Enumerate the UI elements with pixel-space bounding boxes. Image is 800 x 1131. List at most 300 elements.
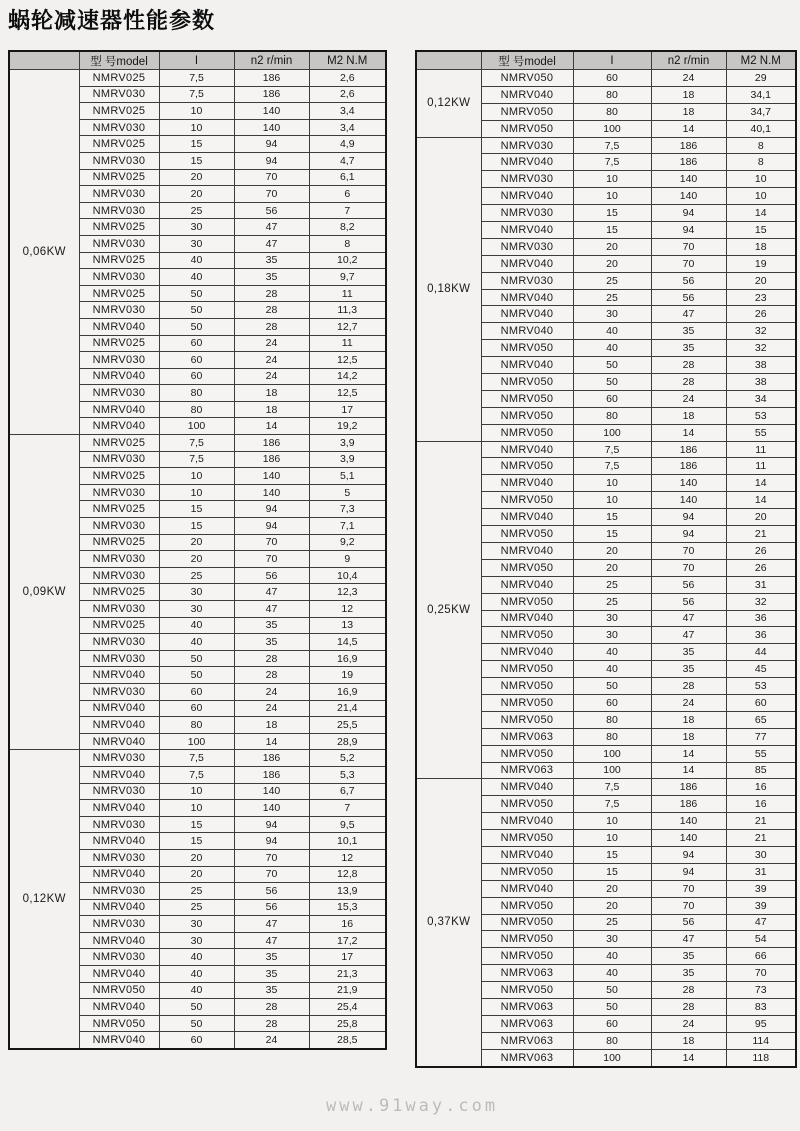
torque-cell: 83 bbox=[726, 998, 796, 1015]
model-cell: NMRV040 bbox=[79, 401, 159, 418]
speed-cell: 56 bbox=[234, 899, 309, 916]
speed-cell: 35 bbox=[651, 661, 726, 678]
ratio-cell: 60 bbox=[159, 683, 234, 700]
speed-cell: 94 bbox=[651, 205, 726, 222]
speed-cell: 56 bbox=[651, 272, 726, 289]
torque-cell: 6,7 bbox=[309, 783, 386, 800]
ratio-cell: 50 bbox=[573, 357, 651, 374]
model-cell: NMRV030 bbox=[79, 152, 159, 169]
speed-cell: 56 bbox=[234, 202, 309, 219]
torque-cell: 7 bbox=[309, 202, 386, 219]
ratio-cell: 25 bbox=[573, 593, 651, 610]
ratio-cell: 50 bbox=[573, 982, 651, 999]
speed-cell: 28 bbox=[651, 982, 726, 999]
model-cell: NMRV050 bbox=[481, 559, 573, 576]
speed-cell: 35 bbox=[234, 634, 309, 651]
ratio-cell: 30 bbox=[159, 584, 234, 601]
model-cell: NMRV040 bbox=[79, 318, 159, 335]
model-cell: NMRV050 bbox=[79, 982, 159, 999]
speed-cell: 140 bbox=[234, 103, 309, 120]
ratio-cell: 15 bbox=[573, 222, 651, 239]
ratio-cell: 7,5 bbox=[159, 766, 234, 783]
speed-cell: 14 bbox=[234, 733, 309, 750]
model-cell: NMRV040 bbox=[481, 441, 573, 458]
speed-cell: 186 bbox=[234, 70, 309, 87]
torque-cell: 34,7 bbox=[726, 103, 796, 120]
ratio-cell: 7,5 bbox=[573, 154, 651, 171]
model-cell: NMRV040 bbox=[79, 418, 159, 435]
ratio-cell: 10 bbox=[573, 475, 651, 492]
torque-cell: 16,9 bbox=[309, 683, 386, 700]
torque-cell: 5,2 bbox=[309, 750, 386, 767]
ratio-cell: 7,5 bbox=[159, 451, 234, 468]
torque-cell: 16,9 bbox=[309, 650, 386, 667]
torque-cell: 36 bbox=[726, 627, 796, 644]
ratio-column-header: I bbox=[573, 51, 651, 70]
model-cell: NMRV040 bbox=[79, 899, 159, 916]
torque-cell: 44 bbox=[726, 644, 796, 661]
model-cell: NMRV063 bbox=[481, 1049, 573, 1066]
ratio-cell: 50 bbox=[159, 285, 234, 302]
torque-cell: 8 bbox=[309, 235, 386, 252]
speed-cell: 35 bbox=[651, 323, 726, 340]
torque-cell: 30 bbox=[726, 846, 796, 863]
speed-cell: 140 bbox=[234, 484, 309, 501]
ratio-cell: 40 bbox=[159, 634, 234, 651]
ratio-cell: 10 bbox=[573, 188, 651, 205]
ratio-cell: 10 bbox=[573, 171, 651, 188]
torque-cell: 55 bbox=[726, 745, 796, 762]
torque-column-header: M2 N.M bbox=[726, 51, 796, 70]
torque-cell: 16 bbox=[726, 779, 796, 796]
model-cell: NMRV030 bbox=[79, 269, 159, 286]
ratio-cell: 60 bbox=[573, 390, 651, 407]
speed-cell: 140 bbox=[651, 492, 726, 509]
ratio-cell: 10 bbox=[573, 830, 651, 847]
torque-cell: 9,7 bbox=[309, 269, 386, 286]
speed-cell: 18 bbox=[234, 717, 309, 734]
speed-cell: 35 bbox=[234, 269, 309, 286]
ratio-cell: 100 bbox=[159, 733, 234, 750]
torque-cell: 17 bbox=[309, 949, 386, 966]
torque-cell: 14,5 bbox=[309, 634, 386, 651]
speed-cell: 28 bbox=[234, 667, 309, 684]
torque-cell: 66 bbox=[726, 948, 796, 965]
model-cell: NMRV050 bbox=[481, 678, 573, 695]
ratio-cell: 40 bbox=[573, 965, 651, 982]
torque-cell: 95 bbox=[726, 1015, 796, 1032]
model-cell: NMRV040 bbox=[79, 999, 159, 1016]
ratio-cell: 80 bbox=[573, 86, 651, 103]
ratio-cell: 80 bbox=[573, 103, 651, 120]
speed-cell: 94 bbox=[651, 863, 726, 880]
model-cell: NMRV050 bbox=[481, 374, 573, 391]
speed-cell: 24 bbox=[234, 683, 309, 700]
power-group-label: 0,37KW bbox=[416, 779, 481, 1067]
ratio-cell: 40 bbox=[573, 323, 651, 340]
ratio-cell: 30 bbox=[159, 916, 234, 933]
ratio-cell: 15 bbox=[573, 863, 651, 880]
left-parameters-table bbox=[8, 50, 387, 1050]
speed-cell: 56 bbox=[234, 567, 309, 584]
torque-cell: 65 bbox=[726, 711, 796, 728]
ratio-cell: 100 bbox=[573, 745, 651, 762]
ratio-cell: 50 bbox=[159, 1015, 234, 1032]
ratio-cell: 7,5 bbox=[159, 750, 234, 767]
model-cell: NMRV050 bbox=[481, 948, 573, 965]
torque-cell: 25,8 bbox=[309, 1015, 386, 1032]
ratio-cell: 80 bbox=[573, 407, 651, 424]
power-group-label: 0,06KW bbox=[9, 70, 79, 435]
speed-cell: 28 bbox=[234, 302, 309, 319]
model-cell: NMRV040 bbox=[481, 188, 573, 205]
speed-cell: 14 bbox=[651, 762, 726, 779]
ratio-cell: 100 bbox=[573, 1049, 651, 1066]
ratio-cell: 50 bbox=[159, 302, 234, 319]
header-row bbox=[416, 51, 796, 70]
speed-cell: 186 bbox=[234, 86, 309, 103]
torque-cell: 10,4 bbox=[309, 567, 386, 584]
speed-cell: 94 bbox=[234, 833, 309, 850]
torque-cell: 14 bbox=[726, 492, 796, 509]
torque-cell: 14 bbox=[726, 475, 796, 492]
ratio-cell: 20 bbox=[573, 255, 651, 272]
torque-cell: 114 bbox=[726, 1032, 796, 1049]
ratio-cell: 40 bbox=[159, 252, 234, 269]
model-cell: NMRV025 bbox=[79, 169, 159, 186]
model-cell: NMRV025 bbox=[79, 70, 159, 87]
model-cell: NMRV063 bbox=[481, 762, 573, 779]
speed-cell: 35 bbox=[651, 948, 726, 965]
model-cell: NMRV030 bbox=[79, 186, 159, 203]
torque-cell: 12 bbox=[309, 849, 386, 866]
torque-cell: 47 bbox=[726, 914, 796, 931]
model-cell: NMRV050 bbox=[481, 897, 573, 914]
torque-cell: 6,1 bbox=[309, 169, 386, 186]
speed-cell: 94 bbox=[234, 816, 309, 833]
speed-cell: 14 bbox=[651, 1049, 726, 1066]
model-cell: NMRV030 bbox=[481, 205, 573, 222]
ratio-cell: 25 bbox=[573, 272, 651, 289]
model-cell: NMRV040 bbox=[481, 576, 573, 593]
ratio-cell: 60 bbox=[573, 1015, 651, 1032]
speed-cell: 94 bbox=[651, 846, 726, 863]
power-group-label: 0,18KW bbox=[416, 137, 481, 441]
torque-cell: 55 bbox=[726, 424, 796, 441]
torque-cell: 38 bbox=[726, 374, 796, 391]
torque-cell: 10,2 bbox=[309, 252, 386, 269]
torque-cell: 26 bbox=[726, 542, 796, 559]
torque-cell: 40,1 bbox=[726, 120, 796, 137]
torque-cell: 10,1 bbox=[309, 833, 386, 850]
torque-cell: 14 bbox=[726, 205, 796, 222]
speed-cell: 70 bbox=[651, 255, 726, 272]
model-cell: NMRV030 bbox=[79, 601, 159, 618]
model-cell: NMRV050 bbox=[481, 526, 573, 543]
torque-cell: 53 bbox=[726, 407, 796, 424]
torque-cell: 31 bbox=[726, 576, 796, 593]
model-cell: NMRV025 bbox=[79, 584, 159, 601]
speed-cell: 47 bbox=[651, 610, 726, 627]
speed-cell: 70 bbox=[234, 849, 309, 866]
torque-cell: 16 bbox=[309, 916, 386, 933]
torque-cell: 9,5 bbox=[309, 816, 386, 833]
ratio-cell: 100 bbox=[159, 418, 234, 435]
torque-cell: 4,7 bbox=[309, 152, 386, 169]
torque-cell: 11 bbox=[309, 335, 386, 352]
header-row bbox=[9, 51, 386, 70]
model-cell: NMRV025 bbox=[79, 103, 159, 120]
power-group-label: 0,12KW bbox=[416, 70, 481, 138]
torque-cell: 5,1 bbox=[309, 468, 386, 485]
torque-cell: 31 bbox=[726, 863, 796, 880]
model-cell: NMRV030 bbox=[79, 949, 159, 966]
table-row bbox=[416, 137, 796, 154]
torque-cell: 13,9 bbox=[309, 883, 386, 900]
torque-cell: 12,7 bbox=[309, 318, 386, 335]
speed-cell: 28 bbox=[234, 318, 309, 335]
ratio-cell: 7,5 bbox=[573, 779, 651, 796]
torque-cell: 3,4 bbox=[309, 119, 386, 136]
torque-cell: 32 bbox=[726, 340, 796, 357]
torque-cell: 18 bbox=[726, 238, 796, 255]
model-cell: NMRV050 bbox=[481, 863, 573, 880]
speed-cell: 140 bbox=[651, 475, 726, 492]
model-cell: NMRV040 bbox=[481, 255, 573, 272]
speed-cell: 140 bbox=[234, 119, 309, 136]
torque-cell: 17,2 bbox=[309, 932, 386, 949]
ratio-cell: 20 bbox=[159, 169, 234, 186]
torque-cell: 5,3 bbox=[309, 766, 386, 783]
speed-cell: 28 bbox=[651, 374, 726, 391]
table-row bbox=[9, 70, 386, 87]
model-cell: NMRV040 bbox=[481, 357, 573, 374]
speed-cell: 24 bbox=[234, 352, 309, 369]
model-cell: NMRV030 bbox=[79, 650, 159, 667]
speed-cell: 24 bbox=[651, 390, 726, 407]
speed-cell: 140 bbox=[651, 188, 726, 205]
model-cell: NMRV030 bbox=[79, 567, 159, 584]
torque-cell: 21 bbox=[726, 526, 796, 543]
ratio-cell: 20 bbox=[159, 551, 234, 568]
model-cell: NMRV040 bbox=[481, 86, 573, 103]
speed-cell: 56 bbox=[651, 593, 726, 610]
model-cell: NMRV040 bbox=[481, 880, 573, 897]
ratio-cell: 30 bbox=[159, 219, 234, 236]
model-cell: NMRV030 bbox=[79, 119, 159, 136]
model-cell: NMRV050 bbox=[481, 458, 573, 475]
ratio-cell: 20 bbox=[573, 542, 651, 559]
ratio-cell: 50 bbox=[573, 678, 651, 695]
ratio-cell: 15 bbox=[159, 152, 234, 169]
torque-cell: 34 bbox=[726, 390, 796, 407]
model-cell: NMRV040 bbox=[79, 667, 159, 684]
torque-cell: 6 bbox=[309, 186, 386, 203]
ratio-cell: 60 bbox=[159, 368, 234, 385]
speed-cell: 70 bbox=[234, 534, 309, 551]
ratio-cell: 30 bbox=[159, 601, 234, 618]
speed-column-header: n2 r/min bbox=[234, 51, 309, 70]
model-column-header: 型 号model bbox=[481, 51, 573, 70]
model-cell: NMRV040 bbox=[79, 932, 159, 949]
ratio-cell: 20 bbox=[159, 186, 234, 203]
speed-cell: 35 bbox=[651, 340, 726, 357]
table-row bbox=[416, 70, 796, 87]
speed-cell: 186 bbox=[651, 458, 726, 475]
model-cell: NMRV025 bbox=[79, 617, 159, 634]
power-group-label: 0,12KW bbox=[9, 750, 79, 1049]
speed-cell: 140 bbox=[651, 813, 726, 830]
ratio-cell: 50 bbox=[573, 374, 651, 391]
ratio-cell: 7,5 bbox=[573, 796, 651, 813]
model-cell: NMRV050 bbox=[481, 796, 573, 813]
model-cell: NMRV040 bbox=[481, 509, 573, 526]
model-cell: NMRV030 bbox=[79, 202, 159, 219]
speed-cell: 186 bbox=[651, 779, 726, 796]
model-cell: NMRV040 bbox=[481, 306, 573, 323]
model-cell: NMRV040 bbox=[79, 966, 159, 983]
model-cell: NMRV030 bbox=[481, 238, 573, 255]
speed-cell: 47 bbox=[651, 931, 726, 948]
speed-cell: 70 bbox=[234, 186, 309, 203]
model-cell: NMRV030 bbox=[79, 484, 159, 501]
speed-cell: 47 bbox=[651, 306, 726, 323]
ratio-cell: 10 bbox=[159, 468, 234, 485]
torque-cell: 85 bbox=[726, 762, 796, 779]
torque-column-header: M2 N.M bbox=[309, 51, 386, 70]
model-cell: NMRV050 bbox=[481, 492, 573, 509]
ratio-cell: 40 bbox=[573, 644, 651, 661]
ratio-cell: 30 bbox=[573, 610, 651, 627]
torque-cell: 19,2 bbox=[309, 418, 386, 435]
ratio-cell: 15 bbox=[159, 816, 234, 833]
speed-cell: 94 bbox=[234, 518, 309, 535]
ratio-cell: 40 bbox=[573, 340, 651, 357]
torque-cell: 32 bbox=[726, 593, 796, 610]
model-cell: NMRV040 bbox=[79, 368, 159, 385]
power-group-label: 0,09KW bbox=[9, 435, 79, 750]
torque-cell: 21 bbox=[726, 813, 796, 830]
speed-cell: 94 bbox=[234, 152, 309, 169]
torque-cell: 17 bbox=[309, 401, 386, 418]
torque-cell: 70 bbox=[726, 965, 796, 982]
model-cell: NMRV050 bbox=[481, 745, 573, 762]
speed-cell: 186 bbox=[651, 137, 726, 154]
model-cell: NMRV030 bbox=[79, 634, 159, 651]
ratio-cell: 7,5 bbox=[573, 441, 651, 458]
speed-cell: 28 bbox=[234, 1015, 309, 1032]
speed-cell: 140 bbox=[234, 800, 309, 817]
ratio-cell: 15 bbox=[573, 205, 651, 222]
ratio-cell: 20 bbox=[573, 559, 651, 576]
ratio-cell: 20 bbox=[573, 880, 651, 897]
model-cell: NMRV050 bbox=[481, 830, 573, 847]
model-cell: NMRV030 bbox=[79, 385, 159, 402]
model-cell: NMRV025 bbox=[79, 285, 159, 302]
torque-cell: 16 bbox=[726, 796, 796, 813]
model-cell: NMRV030 bbox=[79, 816, 159, 833]
speed-cell: 14 bbox=[651, 120, 726, 137]
ratio-cell: 7,5 bbox=[159, 86, 234, 103]
speed-cell: 35 bbox=[234, 966, 309, 983]
speed-cell: 14 bbox=[651, 424, 726, 441]
speed-cell: 47 bbox=[234, 235, 309, 252]
model-cell: NMRV030 bbox=[79, 849, 159, 866]
speed-cell: 28 bbox=[651, 357, 726, 374]
speed-cell: 70 bbox=[234, 866, 309, 883]
model-cell: NMRV030 bbox=[79, 783, 159, 800]
model-cell: NMRV030 bbox=[481, 272, 573, 289]
table-row bbox=[9, 750, 386, 767]
speed-cell: 56 bbox=[651, 914, 726, 931]
ratio-cell: 20 bbox=[573, 897, 651, 914]
model-cell: NMRV050 bbox=[481, 914, 573, 931]
ratio-cell: 80 bbox=[573, 728, 651, 745]
model-cell: NMRV063 bbox=[481, 728, 573, 745]
ratio-cell: 20 bbox=[159, 866, 234, 883]
speed-cell: 24 bbox=[651, 70, 726, 87]
speed-cell: 186 bbox=[651, 154, 726, 171]
speed-cell: 18 bbox=[234, 401, 309, 418]
ratio-cell: 20 bbox=[159, 534, 234, 551]
speed-cell: 18 bbox=[651, 728, 726, 745]
ratio-cell: 60 bbox=[159, 352, 234, 369]
torque-cell: 39 bbox=[726, 880, 796, 897]
speed-cell: 28 bbox=[651, 678, 726, 695]
ratio-cell: 60 bbox=[159, 1032, 234, 1049]
ratio-cell: 30 bbox=[573, 306, 651, 323]
torque-cell: 32 bbox=[726, 323, 796, 340]
torque-cell: 118 bbox=[726, 1049, 796, 1066]
torque-cell: 38 bbox=[726, 357, 796, 374]
torque-cell: 60 bbox=[726, 694, 796, 711]
torque-cell: 26 bbox=[726, 559, 796, 576]
model-cell: NMRV040 bbox=[79, 1032, 159, 1049]
model-cell: NMRV030 bbox=[79, 750, 159, 767]
ratio-cell: 50 bbox=[159, 999, 234, 1016]
speed-cell: 94 bbox=[651, 222, 726, 239]
speed-cell: 186 bbox=[234, 451, 309, 468]
model-cell: NMRV025 bbox=[79, 534, 159, 551]
model-cell: NMRV040 bbox=[79, 866, 159, 883]
model-cell: NMRV040 bbox=[79, 700, 159, 717]
torque-cell: 53 bbox=[726, 678, 796, 695]
torque-cell: 28,5 bbox=[309, 1032, 386, 1049]
ratio-cell: 15 bbox=[159, 833, 234, 850]
speed-cell: 140 bbox=[651, 830, 726, 847]
ratio-cell: 30 bbox=[573, 931, 651, 948]
torque-cell: 3,9 bbox=[309, 435, 386, 452]
torque-cell: 7 bbox=[309, 800, 386, 817]
model-cell: NMRV063 bbox=[481, 1015, 573, 1032]
speed-cell: 94 bbox=[651, 526, 726, 543]
table-row bbox=[416, 441, 796, 458]
speed-cell: 56 bbox=[234, 883, 309, 900]
torque-cell: 12,5 bbox=[309, 352, 386, 369]
speed-cell: 70 bbox=[234, 551, 309, 568]
ratio-cell: 30 bbox=[573, 627, 651, 644]
torque-cell: 45 bbox=[726, 661, 796, 678]
ratio-cell: 7,5 bbox=[573, 137, 651, 154]
torque-cell: 36 bbox=[726, 610, 796, 627]
model-cell: NMRV040 bbox=[481, 323, 573, 340]
ratio-cell: 15 bbox=[573, 846, 651, 863]
torque-cell: 7,1 bbox=[309, 518, 386, 535]
torque-cell: 11 bbox=[309, 285, 386, 302]
power-group-label: 0,25KW bbox=[416, 441, 481, 779]
speed-cell: 140 bbox=[234, 468, 309, 485]
torque-cell: 3,9 bbox=[309, 451, 386, 468]
